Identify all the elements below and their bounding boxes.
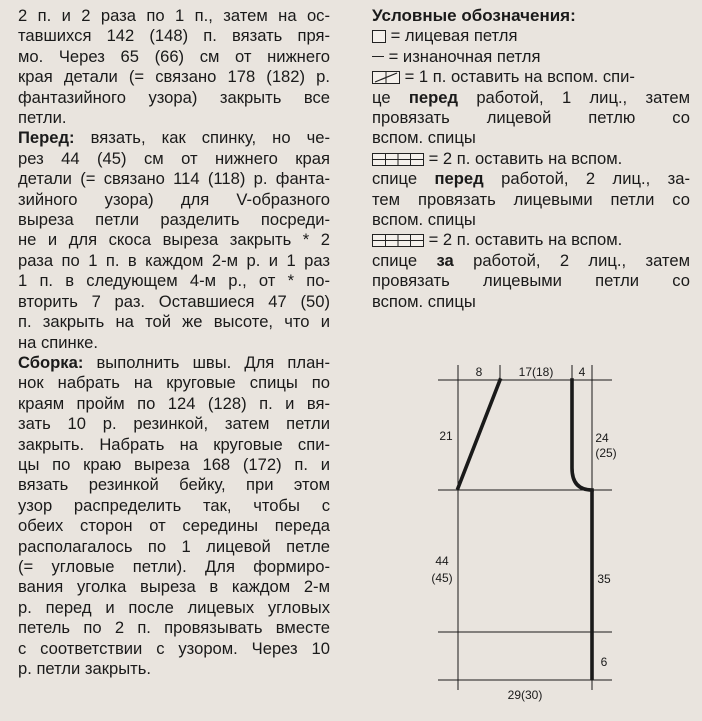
text-line: детали (= связано 114 (118) р. фанта- [18, 169, 330, 189]
front-heading: Перед: [18, 128, 75, 148]
text-line: нок набрать на круговые спицы по [18, 373, 330, 393]
text-line: зать 10 р. резинкой, затем петли [18, 414, 330, 434]
text-line: края детали (= связано 178 (182) р. [18, 67, 330, 87]
text-line: узор распределить так, чтобы с [18, 495, 330, 515]
text-fragment: = 2 п. оставить на вспом. [424, 230, 623, 250]
assembly-section-first-line [18, 353, 330, 373]
text-line: провязать лицевыми петли со [372, 271, 690, 291]
text-line: вспом. спицы [372, 210, 476, 230]
legend-knit-text: = лицевая петля [390, 26, 518, 46]
text-fragment: спице [372, 250, 437, 270]
purl-stitch-symbol-icon [372, 56, 384, 57]
dim-right-mid: 35 [597, 572, 611, 586]
text-line: провязать лицевой петлю со [372, 108, 690, 128]
assembly-heading: Сборка: [18, 352, 84, 372]
text-line: вания уголка выреза в каждом 2-м [18, 577, 330, 597]
text-line: вязать резинкой бейку, при этом [18, 475, 330, 495]
text-line: фантазийного узора) закрыть все [18, 87, 330, 107]
text-line: цы по краю выреза 168 (172) п. и [18, 454, 330, 474]
dim-left-upper: 21 [439, 429, 453, 443]
dim-top-left: 8 [475, 365, 483, 379]
dim-left-lower-2: (45) [431, 571, 453, 585]
text-line: петли. [18, 108, 67, 128]
dim-right-bottom: 6 [600, 655, 608, 669]
legend-purl-text: = изнаночная петля [388, 46, 541, 66]
text-line: 2 п. и 2 раза по 1 п., затем на ос- [18, 6, 330, 25]
legend-cross2-back-line1 [372, 230, 690, 250]
text-line: тем провязать лицевыми петли со [372, 189, 690, 209]
text-line: обеих сторон от середины переда [18, 516, 330, 536]
dim-top-mid: 17(18) [518, 365, 554, 379]
dim-top-right: 4 [578, 365, 586, 379]
front-section-first-line [18, 128, 330, 148]
front-outline [458, 380, 592, 490]
legend-column [372, 6, 690, 312]
text-fragment: це [372, 87, 409, 107]
text-line: 1 п. в следующем 4-м р., от * по- [18, 271, 330, 291]
text-fragment: вязать, как спинку, но че- [74, 128, 330, 148]
text-line: с соответствии с узором. Через 10 [18, 638, 330, 658]
dim-right-upper-1: 24 [595, 431, 609, 445]
legend-purl [372, 47, 690, 67]
legend-cross2-front-line1 [372, 149, 690, 169]
text-line: краям пройм по 124 (128) п. и вя- [18, 393, 330, 413]
text-line: не и для скоса выреза закрыть * 2 [18, 230, 330, 250]
cross-2-back-symbol-icon [372, 234, 424, 247]
pattern-schema [420, 360, 620, 705]
dim-bottom: 29(30) [507, 688, 543, 702]
text-fragment: = 2 п. оставить на вспом. [424, 148, 623, 168]
text-fragment: работой, 1 лиц., затем [458, 87, 690, 107]
text-line: располагалось по 1 лицевой петле [18, 536, 330, 556]
legend-cross2-front-line2 [372, 169, 690, 189]
cross-1-stitch-symbol-icon [372, 71, 400, 84]
legend-cross1-line1 [372, 67, 690, 87]
dim-right-upper-2: (25) [595, 446, 617, 460]
dim-left-lower-1: 44 [435, 554, 449, 568]
text-line: на спинке. [18, 332, 99, 352]
text-fragment: = 1 п. оставить на вспом. спи- [400, 67, 635, 87]
text-line: раза по 1 п. в каждом 2-м р. и 1 раз [18, 250, 330, 270]
knit-stitch-symbol-icon [372, 30, 386, 43]
bold-word: за [436, 250, 454, 270]
text-line: р. перед и после лицевых угловых [18, 597, 330, 617]
text-line: вторить 7 раз. Оставшиеся 47 (50) [18, 291, 330, 311]
legend-cross2-back-line2 [372, 251, 690, 271]
text-fragment: спице [372, 169, 435, 189]
text-line: вспом. спицы [372, 128, 476, 148]
text-line: выреза петли разделить посреди- [18, 210, 330, 230]
cross-2-front-symbol-icon [372, 153, 424, 166]
text-line: п. закрыть на той же высоте, что и [18, 312, 330, 332]
left-text-column [18, 6, 330, 679]
text-fragment: выполнить швы. Для план- [83, 352, 330, 372]
text-fragment: работой, 2 лиц., затем [453, 250, 690, 270]
text-line: петель по 2 п. провязывать вместе [18, 618, 330, 638]
legend-knit [372, 26, 690, 46]
text-line: тавшихся 142 (148) п. вязать пря- [18, 26, 330, 46]
text-line: вспом. спицы [372, 291, 476, 311]
text-fragment: работой, 2 лиц., за- [483, 169, 690, 189]
text-line: рез 44 (45) см от нижнего края [18, 148, 330, 168]
bold-word: перед [434, 169, 484, 189]
dimension-lines [438, 365, 612, 690]
text-line: (= угловые петли). Для формиро- [18, 556, 330, 576]
text-line: мо. Через 65 (66) см от нижнего [18, 46, 330, 66]
bold-word: перед [408, 87, 459, 107]
legend-title: Условные обозначения: [372, 6, 576, 25]
text-line: р. петли закрыть. [18, 659, 152, 678]
text-line: закрыть. Набрать на круговые спи- [18, 434, 330, 454]
text-line: зийного узора) для V-образного [18, 189, 330, 209]
legend-cross1-line2 [372, 88, 690, 108]
